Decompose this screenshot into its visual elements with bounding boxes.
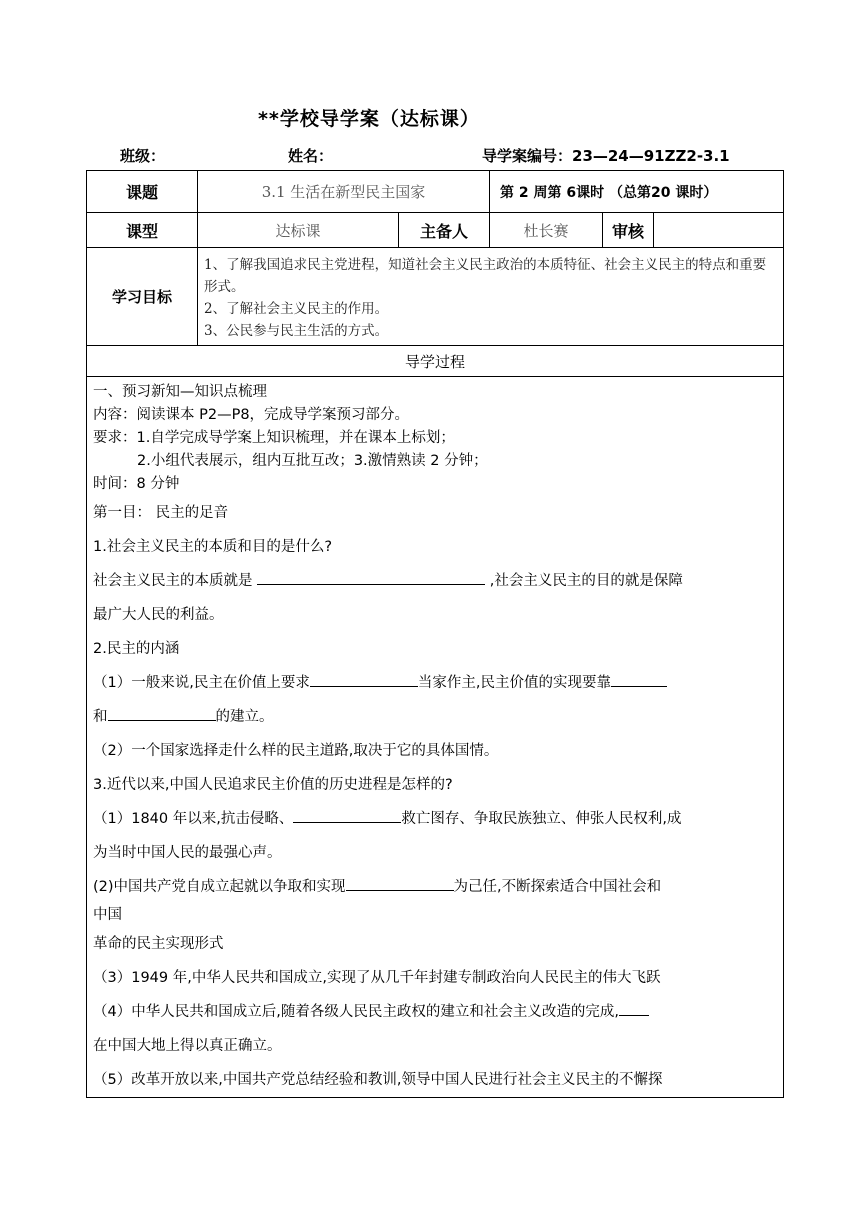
goal-item: 2、了解社会主义民主的作用。 (204, 300, 389, 317)
answer-line: 最广大人民的利益。 (93, 607, 224, 623)
process-body (87, 377, 784, 1098)
answer-line: (2)中国共产党自成立起就以争取和实现 为己任,不断探索适合中国社会和 (93, 870, 779, 904)
question: 1.社会主义民主的本质和目的是什么? (93, 539, 333, 555)
answer-line: （1）1840 年以来,抗击侵略、 救亡图存、争取民族独立、伸张人民权利,成 (93, 802, 779, 836)
answer-line: （3）1949 年,中华人民共和国成立,实现了从几千年封建专制政治向人民民主的伟大飞跃 (93, 970, 661, 986)
answer-line: （5）改革开放以来,中国共产党总结经验和教训,领导中国人民进行社会主义民主的不懈探 (93, 1072, 663, 1088)
fill-blank[interactable] (108, 703, 216, 721)
goals-label: 学习目标 (87, 248, 198, 346)
answer-line: 中国 (93, 907, 122, 923)
page-title: **学校导学案（达标课） (258, 108, 480, 130)
item-title: 第一目： 民主的足音 (93, 505, 229, 521)
goals-list (198, 248, 784, 346)
time-line: 时间：8 分钟 (93, 476, 180, 492)
code-label: 导学案编号：23—24—91ZZ2-3.1 (482, 147, 730, 165)
answer-line: 和 的建立。 (93, 700, 779, 734)
fill-blank[interactable] (257, 567, 485, 585)
answer-line: 为当时中国人民的最强心声。 (93, 845, 282, 861)
answer-line: （1）一般来说,民主在价值上要求 当家作主,民主价值的实现要靠 (93, 666, 779, 700)
goal-item: 1、了解我国追求民主党进程，知道社会主义民主政治的本质特征、社会主义民主的特点和重要形式。 (204, 256, 767, 295)
answer-line: 在中国大地上得以真正确立。 (93, 1038, 282, 1054)
answer-line: （4）中华人民共和国成立后,随着各级人民民主政权的建立和社会主义改造的完成, (93, 995, 779, 1029)
class-label: 班级： (120, 147, 166, 165)
fill-blank[interactable] (611, 669, 667, 687)
topic-label: 课题 (87, 171, 198, 213)
type-label: 课型 (87, 213, 198, 248)
requirement-line: 要求：1.自学完成导学案上知识梳理，并在课本上标划； (93, 430, 455, 446)
guide-table (86, 170, 784, 1098)
answer-line: 社会主义民主的本质就是 ,社会主义民主的目的就是保障 (93, 564, 779, 598)
type-value: 达标课 (198, 213, 399, 248)
week-info: 第 2 周第 6课时 （总第20 课时） (490, 171, 784, 213)
review-value (654, 213, 784, 248)
section-title: 一、预习新知—知识点梳理 (93, 384, 267, 400)
fill-blank[interactable] (619, 998, 649, 1016)
fill-blank[interactable] (293, 805, 401, 823)
topic-value: 3.1 生活在新型民主国家 (198, 171, 490, 213)
requirement-line: 2.小组代表展示，组内互批互改；3.激情熟读 2 分钟； (137, 453, 488, 469)
process-heading: 导学过程 (87, 346, 784, 377)
fill-blank[interactable] (346, 873, 454, 891)
question: 2.民主的内涵 (93, 641, 180, 657)
preparer-label: 主备人 (399, 213, 490, 248)
content-line: 内容：阅读课本 P2—P8，完成导学案预习部分。 (93, 407, 410, 423)
goal-item: 3、公民参与民主生活的方式。 (204, 322, 389, 339)
review-label: 审核 (603, 213, 654, 248)
answer-line: （2）一个国家选择走什么样的民主道路,取决于它的具体国情。 (93, 743, 499, 759)
question: 3.近代以来,中国人民追求民主价值的历史进程是怎样的? (93, 777, 453, 793)
fill-blank[interactable] (310, 669, 418, 687)
answer-line: 革命的民主实现形式 (93, 936, 224, 952)
preparer-value: 杜长赛 (490, 213, 603, 248)
name-label: 姓名： (288, 147, 334, 165)
